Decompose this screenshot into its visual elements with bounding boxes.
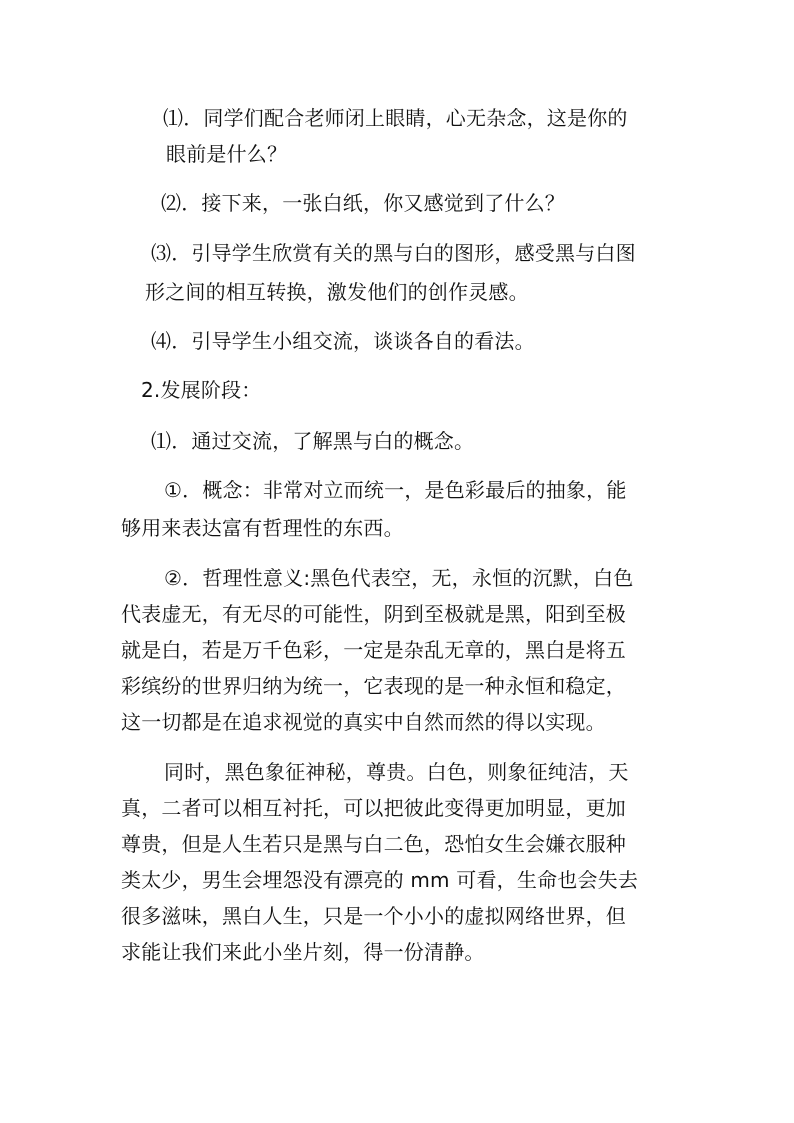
philosophy-line-4: 彩缤纷的世界归纳为统一，它表现的是一种永恒和稳定， — [121, 674, 626, 698]
concept-line-1: ①．概念：非常对立而统一，是色彩最后的抽象，能 — [164, 478, 627, 502]
symbolism-line-4: 类太少，男生会埋怨没有漂亮的 mm 可看，生命也会失去 — [121, 868, 639, 892]
symbolism-line-2: 真，二者可以相互衬托，可以把彼此变得更加明显，更加 — [121, 796, 626, 820]
step-3-line-1: ⑶．引导学生欣赏有关的黑与白的图形，感受黑与白图 — [151, 241, 636, 265]
philosophy-line-1: ②．哲理性意义:黑色代表空，无，永恒的沉默，白色 — [164, 566, 634, 590]
step-3-line-2: 形之间的相互转换，激发他们的创作灵感。 — [145, 280, 529, 304]
section-2-heading: 2.发展阶段： — [141, 378, 262, 402]
philosophy-line-5: 这一切都是在追求视觉的真实中自然而然的得以实现。 — [121, 710, 606, 734]
dev-step-1-line-1: ⑴．通过交流，了解黑与白的概念。 — [151, 429, 475, 453]
step-1-line-1: ⑴．同学们配合老师闭上眼睛，心无杂念，这是你的 — [163, 106, 628, 130]
step-1-line-2: 眼前是什么？ — [166, 142, 288, 166]
step-2-line-1: ⑵．接下来，一张白纸，你又感觉到了什么？ — [161, 191, 565, 215]
symbolism-line-6: 求能让我们来此小坐片刻，得一份清静。 — [121, 940, 485, 964]
symbolism-line-3: 尊贵，但是人生若只是黑与白二色，恐怕女生会嫌衣服种 — [121, 832, 626, 856]
symbolism-line-1: 同时，黑色象征神秘，尊贵。白色，则象征纯洁，天 — [164, 760, 629, 784]
philosophy-line-2: 代表虚无，有无尽的可能性，阴到至极就是黑，阳到至极 — [121, 602, 626, 626]
step-4-line-1: ⑷．引导学生小组交流，谈谈各自的看法。 — [151, 329, 535, 353]
symbolism-line-5: 很多滋味，黑白人生，只是一个小小的虚拟网络世界，但 — [121, 904, 626, 928]
philosophy-line-3: 就是白，若是万千色彩，一定是杂乱无章的，黑白是将五 — [121, 638, 626, 662]
concept-line-2: 够用来表达富有哲理性的东西。 — [121, 516, 404, 540]
